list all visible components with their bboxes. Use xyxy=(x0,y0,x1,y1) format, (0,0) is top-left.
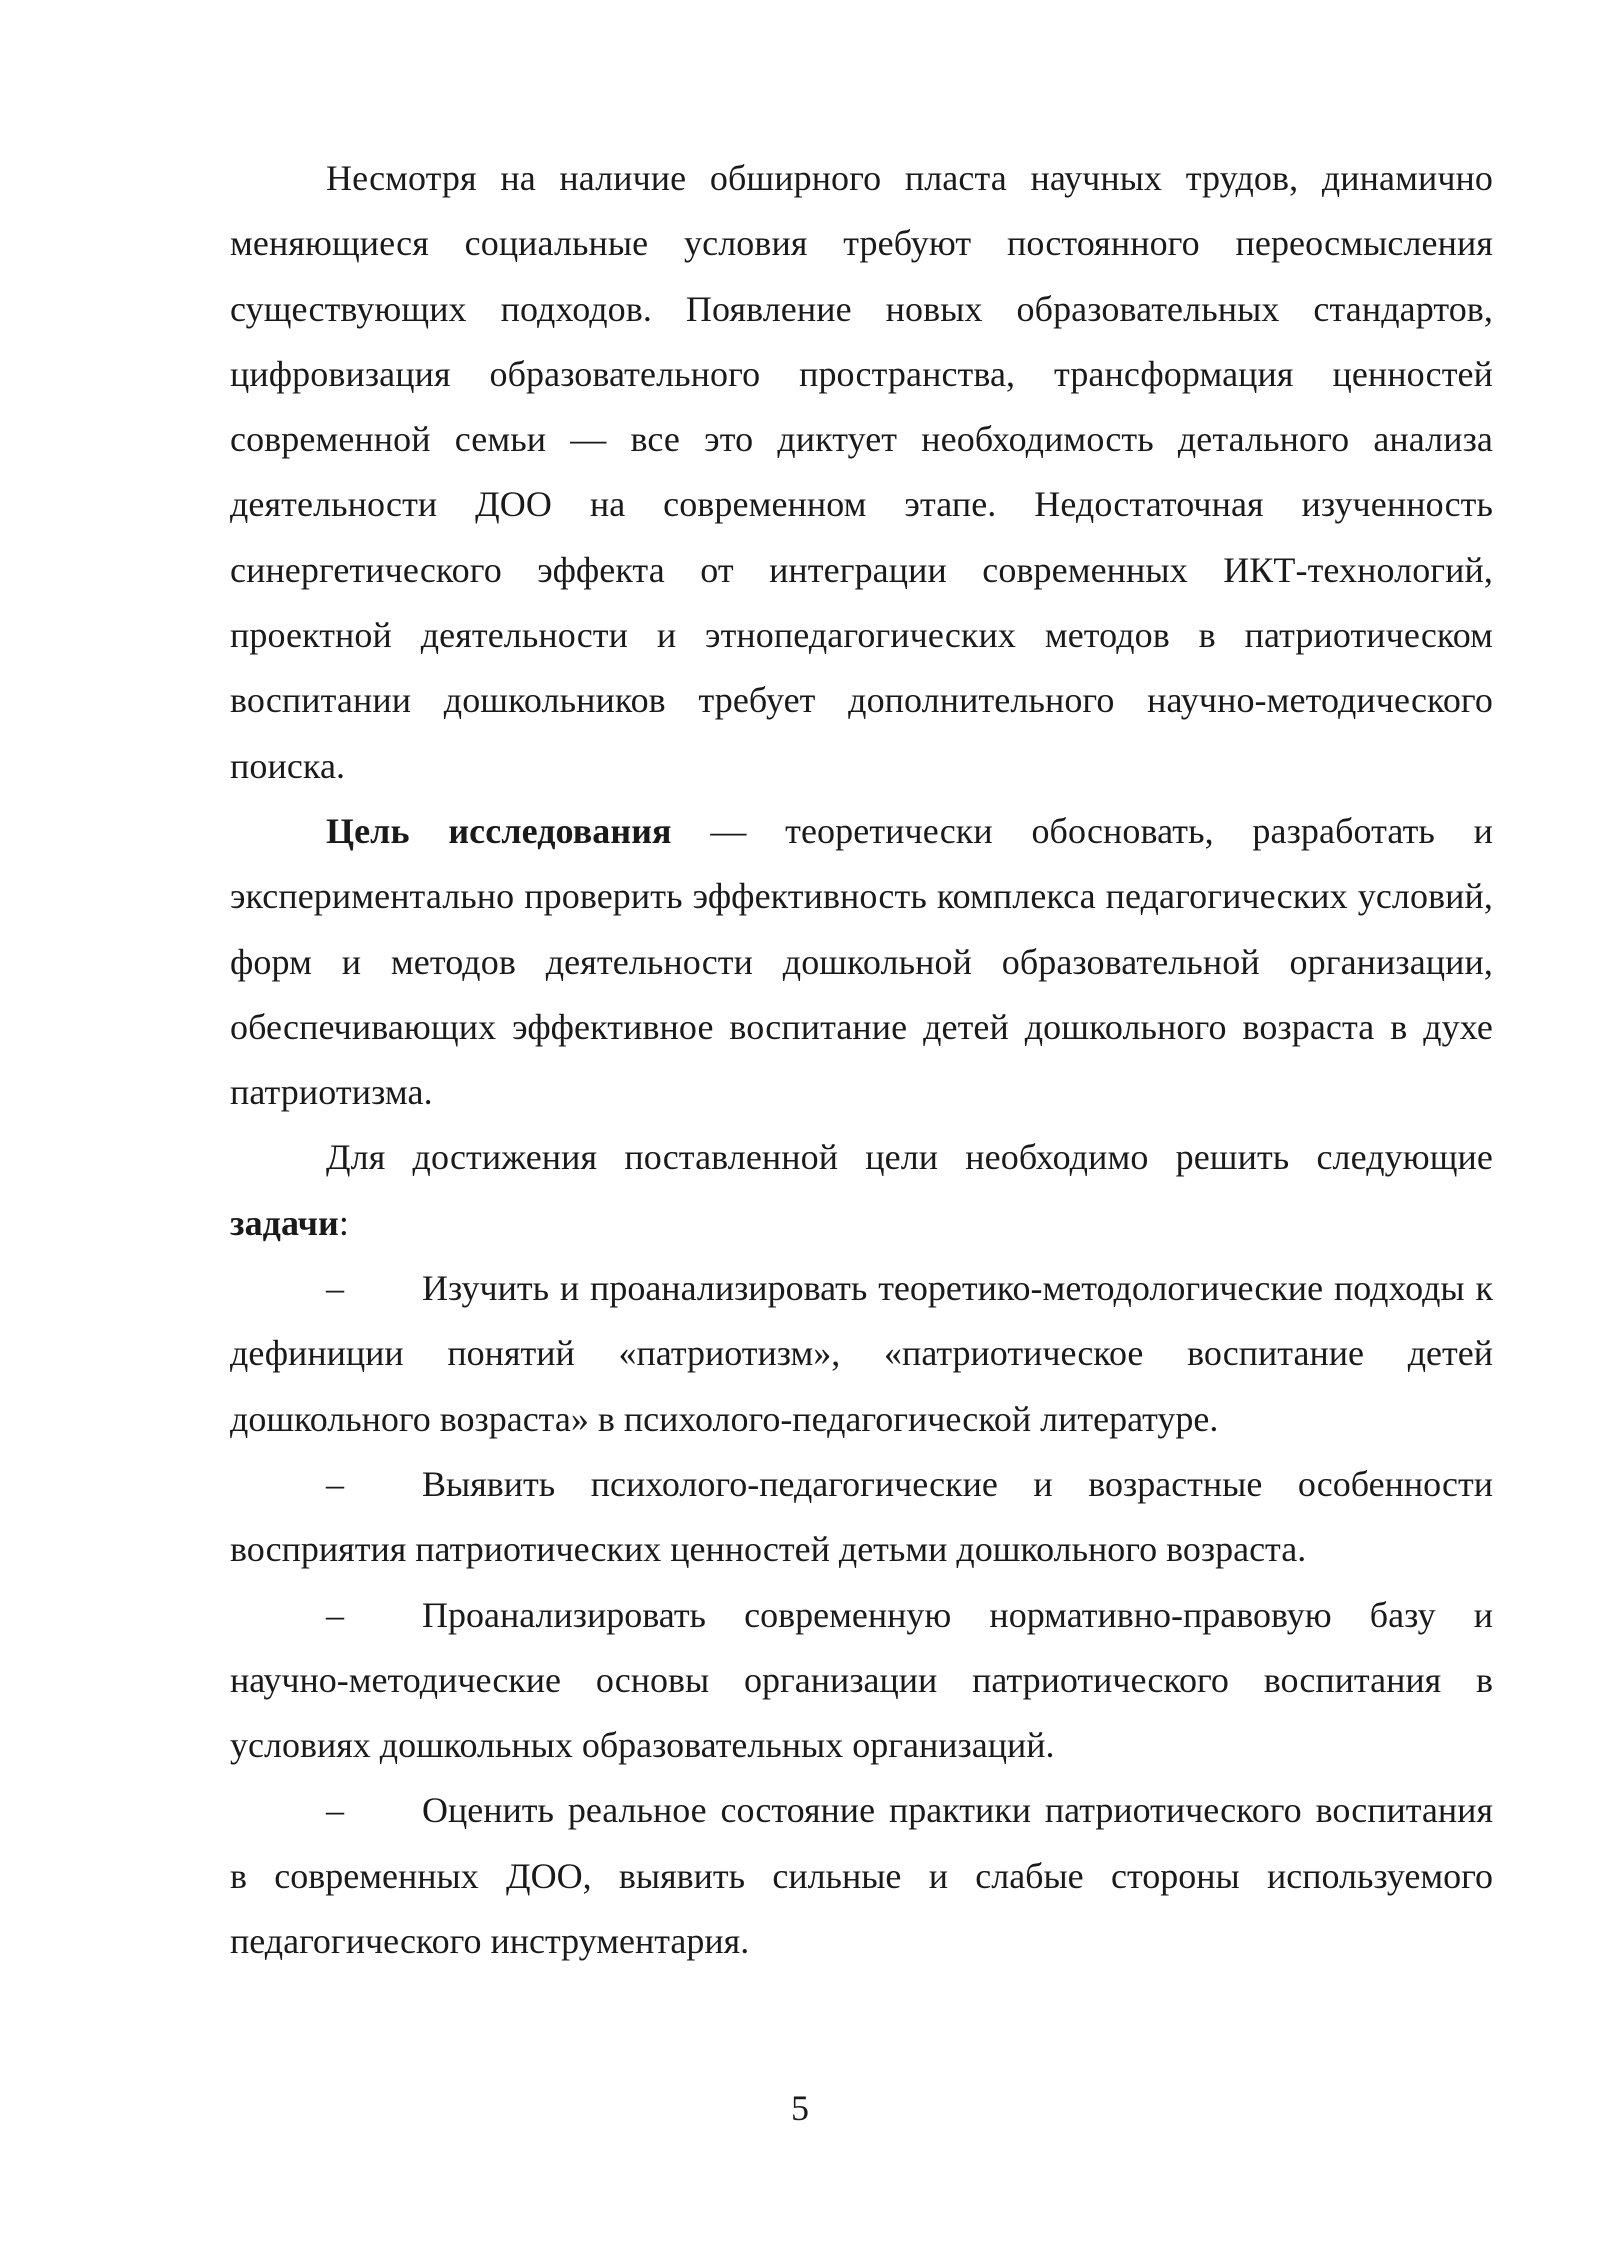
goal-label: Цель исследования xyxy=(326,810,672,851)
task-item xyxy=(230,1583,1493,1779)
task-item xyxy=(230,1452,1493,1583)
tasks-intro-suffix: : xyxy=(338,1202,349,1243)
task-text: Проанализировать современную нормативно-правовую базу и научно-методические основы организации патриотического воспитания в условиях дошкольных образовательных организаций. xyxy=(230,1594,1493,1766)
task-item xyxy=(230,1256,1493,1452)
paragraph-goal xyxy=(230,799,1493,1125)
task-dash-marker: – xyxy=(326,1463,344,1504)
task-dash-marker: – xyxy=(326,1790,344,1831)
task-text: Оценить реальное состояние практики патриотического воспитания в современных ДОО, выявить сильные и слабые стороны используемого педагогического инструментария. xyxy=(230,1790,1493,1962)
tasks-intro-text: Для достижения поставленной цели необходимо решить следующие xyxy=(326,1137,1493,1178)
goal-text: — теоретически обосновать, разработать и экспериментально проверить эффективность комплекса педагогических условий, форм и методов деятельности дошкольной образовательной организации, обеспечивающих эффективное воспитание детей дошкольного возраста в духе патриотизма. xyxy=(230,810,1493,1113)
tasks-intro-bold: задачи xyxy=(230,1202,339,1243)
paragraph-tasks-intro xyxy=(230,1125,1493,1256)
task-text: Выявить психолого-педагогические и возрастные особенности восприятия патриотических ценностей детьми дошкольного возраста. xyxy=(230,1463,1493,1570)
document-body xyxy=(230,146,1493,1974)
task-dash-marker: – xyxy=(326,1594,344,1635)
task-text: Изучить и проанализировать теоретико-методологические подходы к дефиниции понятий «патриотизм», «патриотическое воспитание детей дошкольного возраста» в психолого-педагогической литературе. xyxy=(230,1268,1493,1439)
page-number: 5 xyxy=(791,2088,809,2128)
paragraph-intro: Несмотря на наличие обширного пласта научных трудов, динамично меняющиеся социальные условия требуют постоянного переосмысления существующих подходов. Появление новых образовательных стандартов, цифровизация образовательного пространства, трансформация ценностей современной семьи — все это диктует необходимость детального анализа деятельности ДОО на современном этапе. Недостаточная изученность синергетического эффекта от интеграции современных ИКТ-технологий, проектной деятельности и этнопедагогических методов в патриотическом воспитании дошкольников требует дополнительного научно-методического поиска. xyxy=(230,158,1493,786)
task-item xyxy=(230,1778,1493,1974)
task-dash-marker: – xyxy=(326,1268,344,1309)
